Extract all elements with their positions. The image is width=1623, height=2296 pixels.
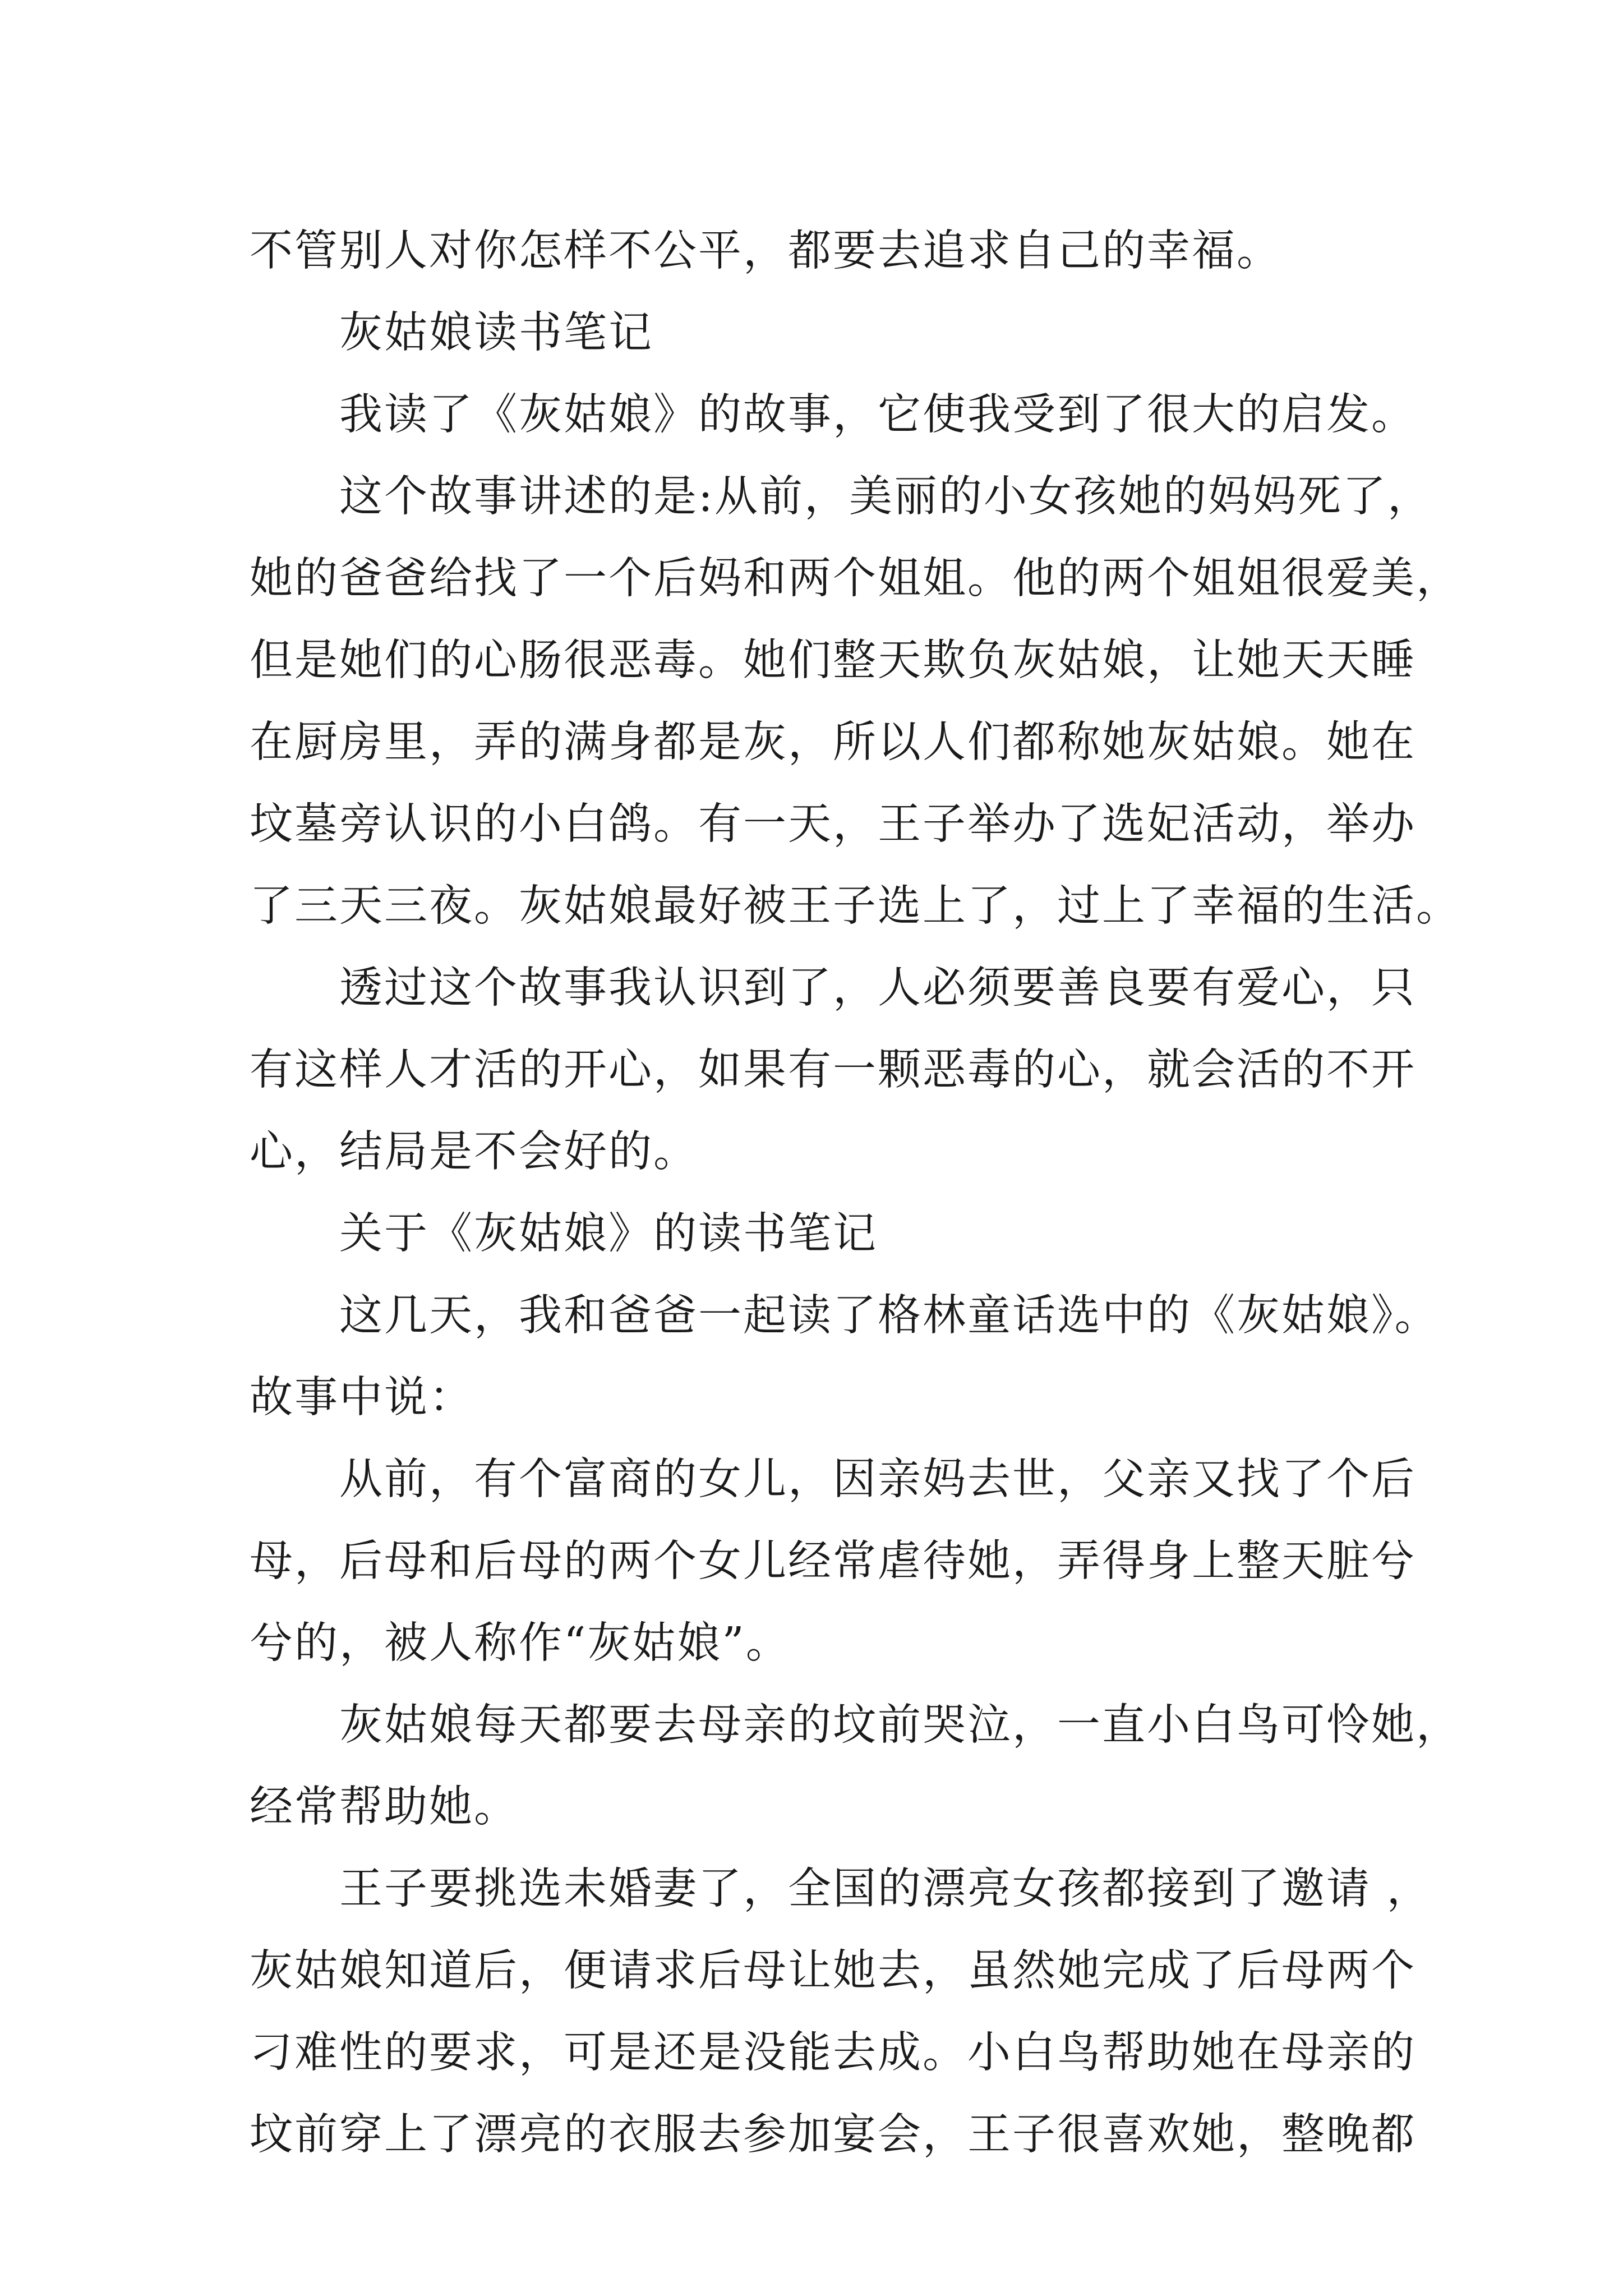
text-line-9: 了三天三夜。灰姑娘最好被王子选上了，过上了幸福的生活。 [250, 881, 1461, 931]
text-line-19: 灰姑娘每天都要去母亲的坟前哭泣，一直小白鸟可怜她， [339, 1700, 1461, 1750]
text-line-8: 坟墓旁认识的小白鸽。有一天，王子举办了选妃活动，举办 [250, 799, 1416, 849]
document-body [250, 210, 1461, 2176]
text-line-10: 透过这个故事我认识到了，人必须要善良要有爱心，只 [339, 963, 1416, 1013]
text-line-24: 坟前穿上了漂亮的衣服去参加宴会，王子很喜欢她，整晚都 [250, 2110, 1416, 2160]
text-line-2: 灰姑娘读书笔记 [339, 308, 653, 358]
text-line-17: 母，后母和后母的两个女儿经常虐待她，弄得身上整天脏兮 [250, 1536, 1416, 1586]
text-line-7: 在厨房里，弄的满身都是灰，所以人们都称她灰姑娘。她在 [250, 717, 1416, 767]
text-line-4: 这个故事讲述的是:从前，美丽的小女孩她的妈妈死了， [339, 472, 1432, 522]
text-line-11: 有这样人才活的开心，如果有一颗恶毒的心，就会活的不开 [250, 1045, 1416, 1095]
text-line-3: 我读了《灰姑娘》的故事，它使我受到了很大的启发。 [339, 390, 1416, 440]
text-line-6: 但是她们的心肠很恶毒。她们整天欺负灰姑娘，让她天天睡 [250, 636, 1416, 685]
text-line-15: 故事中说： [250, 1373, 474, 1423]
text-line-20: 经常帮助她。 [250, 1782, 519, 1832]
text-line-18: 兮的，被人称作“灰姑娘”。 [250, 1618, 791, 1668]
text-line-14: 这几天，我和爸爸一起读了格林童话选中的《灰姑娘》。 [339, 1291, 1440, 1341]
text-line-1: 不管别人对你怎样不公平，都要去追求自己的幸福。 [250, 226, 1281, 276]
text-line-22: 灰姑娘知道后，便请求后母让她去，虽然她完成了后母两个 [250, 1946, 1416, 1996]
text-line-16: 从前，有个富商的女儿，因亲妈去世，父亲又找了个后 [339, 1455, 1416, 1504]
text-line-21: 王子要挑选未婚妻了，全国的漂亮女孩都接到了邀请 ， [339, 1864, 1432, 1914]
text-line-13: 关于《灰姑娘》的读书笔记 [339, 1209, 878, 1259]
text-line-12: 心，结局是不会好的。 [250, 1127, 698, 1177]
text-line-23: 刁难性的要求，可是还是没能去成。小白鸟帮助她在母亲的 [250, 2028, 1416, 2078]
text-line-5: 她的爸爸给找了一个后妈和两个姐姐。他的两个姐姐很爱美， [250, 554, 1461, 604]
